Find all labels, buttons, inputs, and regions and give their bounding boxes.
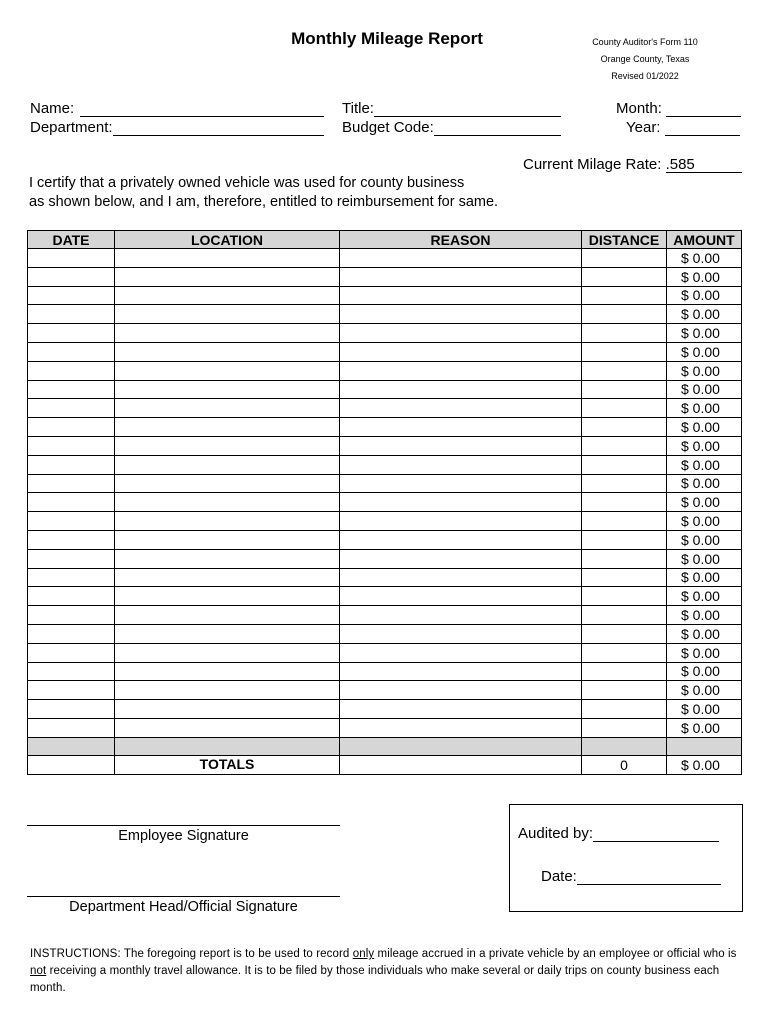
date-cell[interactable] [28,361,115,380]
amount-cell[interactable]: $ 0.00 [667,681,742,700]
title-label: Title: [342,100,374,117]
form-county: Orange County, Texas [600,54,690,64]
distance-cell[interactable] [582,436,667,455]
spacer-cell [582,737,667,755]
reason-cell[interactable] [340,587,582,606]
location-cell[interactable] [115,662,340,681]
employee-signature-line[interactable] [27,825,340,826]
instructions-emphasis-only: only [352,948,375,960]
totals-label: TOTALS [115,755,340,774]
date-cell[interactable] [28,587,115,606]
reason-cell[interactable] [340,474,582,493]
reason-cell[interactable] [340,436,582,455]
certification-text [29,174,498,212]
reason-cell[interactable] [340,399,582,418]
table-row [28,342,742,361]
distance-cell[interactable] [582,606,667,625]
employee-signature-label: Employee Signature [118,828,249,844]
date-cell[interactable] [28,718,115,737]
distance-cell[interactable] [582,568,667,587]
instructions-text [30,946,740,997]
reason-cell[interactable] [340,512,582,531]
amount-cell[interactable]: $ 0.00 [667,606,742,625]
date-cell[interactable] [28,606,115,625]
date-cell[interactable] [28,324,115,343]
reason-cell[interactable] [340,681,582,700]
date-cell[interactable] [28,512,115,531]
distance-cell[interactable] [582,399,667,418]
amount-cell[interactable]: $ 0.00 [667,700,742,719]
distance-cell[interactable] [582,700,667,719]
header-distance: DISTANCE [582,231,667,249]
year-line[interactable] [665,120,740,136]
table-row [28,286,742,305]
reason-cell[interactable] [340,493,582,512]
instructions-part: INSTRUCTIONS: The foregoing report is to be used to record [30,948,353,960]
title-field[interactable] [342,100,561,117]
table-row [28,568,742,587]
department-label: Department: [30,119,113,136]
date-cell[interactable] [28,418,115,437]
reason-cell[interactable] [340,418,582,437]
table-row [28,455,742,474]
table-row [28,399,742,418]
distance-cell[interactable] [582,286,667,305]
date-cell[interactable] [28,455,115,474]
amount-cell[interactable]: $ 0.00 [667,643,742,662]
date-cell[interactable] [28,493,115,512]
location-cell[interactable] [115,324,340,343]
table-row [28,512,742,531]
mileage-rate-label: Current Milage Rate: [523,156,662,173]
amount-cell[interactable]: $ 0.00 [667,587,742,606]
distance-cell[interactable] [582,305,667,324]
amount-cell[interactable]: $ 0.00 [667,286,742,305]
table-row [28,380,742,399]
reason-cell[interactable] [340,530,582,549]
amount-cell[interactable]: $ 0.00 [667,399,742,418]
amount-cell[interactable]: $ 0.00 [667,662,742,681]
year-field[interactable] [626,119,740,136]
department-head-signature-line[interactable] [27,896,340,897]
table-row [28,587,742,606]
table-row [28,436,742,455]
distance-cell[interactable] [582,643,667,662]
reason-cell[interactable] [340,718,582,737]
table-row [28,361,742,380]
table-row [28,606,742,625]
mileage-table [27,230,742,775]
form-info [560,34,730,85]
location-cell[interactable] [115,436,340,455]
location-cell[interactable] [115,568,340,587]
amount-cell[interactable]: $ 0.00 [667,568,742,587]
table-header-row [28,231,742,249]
amount-cell[interactable]: $ 0.00 [667,549,742,568]
location-cell[interactable] [115,606,340,625]
distance-cell[interactable] [582,662,667,681]
distance-cell[interactable] [582,249,667,268]
mileage-rate-value: .585 [665,156,695,173]
date-cell[interactable] [28,305,115,324]
amount-cell[interactable]: $ 0.00 [667,418,742,437]
form-revision: Revised 01/2022 [611,71,679,81]
month-field[interactable] [616,100,741,117]
location-cell[interactable] [115,549,340,568]
distance-cell[interactable] [582,493,667,512]
audit-date-label: Date: [541,868,577,885]
reason-cell[interactable] [340,380,582,399]
table-row [28,718,742,737]
amount-cell[interactable]: $ 0.00 [667,493,742,512]
location-cell[interactable] [115,643,340,662]
table-row [28,249,742,268]
month-line[interactable] [666,101,741,117]
mileage-rate-field[interactable] [523,156,742,173]
amount-cell[interactable]: $ 0.00 [667,342,742,361]
amount-cell[interactable]: $ 0.00 [667,380,742,399]
distance-cell[interactable] [582,587,667,606]
date-cell[interactable] [28,549,115,568]
amount-cell[interactable]: $ 0.00 [667,324,742,343]
totals-empty-cell [28,755,115,774]
amount-cell[interactable]: $ 0.00 [667,361,742,380]
date-cell[interactable] [28,530,115,549]
table-row [28,549,742,568]
location-cell[interactable] [115,474,340,493]
location-cell[interactable] [115,530,340,549]
department-field[interactable] [30,119,324,136]
date-cell[interactable] [28,249,115,268]
distance-cell[interactable] [582,455,667,474]
total-amount: $ 0.00 [667,755,742,774]
date-cell[interactable] [28,662,115,681]
reason-cell[interactable] [340,267,582,286]
instructions-part: receiving a monthly travel allowance. It is to be filed by those individuals who make several or daily trips on county business each month. [30,965,720,994]
date-cell[interactable] [28,568,115,587]
distance-cell[interactable] [582,718,667,737]
location-cell[interactable] [115,418,340,437]
table-row [28,474,742,493]
reason-cell[interactable] [340,249,582,268]
spacer-cell [340,737,582,755]
table-row [28,530,742,549]
distance-cell[interactable] [582,342,667,361]
amount-cell[interactable]: $ 0.00 [667,436,742,455]
header-reason: REASON [340,231,582,249]
location-cell[interactable] [115,342,340,361]
distance-cell[interactable] [582,380,667,399]
audit-box [509,804,743,912]
location-cell[interactable] [115,718,340,737]
location-cell[interactable] [115,305,340,324]
form-number: County Auditor's Form 110 [592,37,698,47]
table-row [28,662,742,681]
date-cell[interactable] [28,399,115,418]
reason-cell[interactable] [340,455,582,474]
location-cell[interactable] [115,361,340,380]
department-head-signature-label: Department Head/Official Signature [69,899,298,915]
location-cell[interactable] [115,399,340,418]
audit-date-field[interactable] [541,868,721,885]
reason-cell[interactable] [340,342,582,361]
amount-cell[interactable]: $ 0.00 [667,718,742,737]
audit-date-line[interactable] [577,869,721,885]
budget-code-field[interactable] [342,119,561,136]
date-cell[interactable] [28,681,115,700]
date-cell[interactable] [28,380,115,399]
distance-cell[interactable] [582,530,667,549]
spacer-cell [28,737,115,755]
reason-cell[interactable] [340,700,582,719]
table-spacer-row [28,737,742,755]
page-title: Monthly Mileage Report [291,29,483,48]
reason-cell[interactable] [340,606,582,625]
amount-cell[interactable]: $ 0.00 [667,624,742,643]
reason-cell[interactable] [340,324,582,343]
reason-cell[interactable] [340,549,582,568]
distance-cell[interactable] [582,549,667,568]
table-row [28,700,742,719]
distance-cell[interactable] [582,324,667,343]
distance-cell[interactable] [582,624,667,643]
date-cell[interactable] [28,643,115,662]
name-line[interactable] [80,101,324,117]
location-cell[interactable] [115,267,340,286]
reason-cell[interactable] [340,361,582,380]
department-line[interactable] [113,120,324,136]
instructions-part: mileage accrued in a private vehicle by an employee or official who is [374,948,737,960]
distance-cell[interactable] [582,361,667,380]
reason-cell[interactable] [340,568,582,587]
date-cell[interactable] [28,267,115,286]
table-row [28,267,742,286]
date-cell[interactable] [28,474,115,493]
distance-cell[interactable] [582,681,667,700]
distance-cell[interactable] [582,474,667,493]
table-row [28,493,742,512]
amount-cell[interactable]: $ 0.00 [667,474,742,493]
month-label: Month: [616,100,662,117]
date-cell[interactable] [28,286,115,305]
name-label: Name: [30,100,75,117]
spacer-cell [667,737,742,755]
table-row [28,418,742,437]
budget-code-line[interactable] [434,120,561,136]
header-amount: AMOUNT [667,231,742,249]
audited-by-label: Audited by: [518,825,594,842]
spacer-cell [115,737,340,755]
reason-cell[interactable] [340,624,582,643]
reason-cell[interactable] [340,305,582,324]
location-cell[interactable] [115,624,340,643]
distance-cell[interactable] [582,418,667,437]
instructions-emphasis-not: not [30,965,47,977]
amount-cell[interactable]: $ 0.00 [667,305,742,324]
distance-cell[interactable] [582,267,667,286]
table-row [28,324,742,343]
location-cell[interactable] [115,493,340,512]
totals-reason-cell [340,755,582,774]
total-distance: 0 [582,755,667,774]
name-field[interactable] [30,100,324,117]
location-cell[interactable] [115,249,340,268]
amount-cell[interactable]: $ 0.00 [667,455,742,474]
amount-cell[interactable]: $ 0.00 [667,267,742,286]
budget-code-label: Budget Code: [342,119,434,136]
date-cell[interactable] [28,342,115,361]
distance-cell[interactable] [582,512,667,531]
totals-row [28,755,742,774]
audited-by-field[interactable] [518,825,719,842]
amount-cell[interactable]: $ 0.00 [667,530,742,549]
table-row [28,681,742,700]
location-cell[interactable] [115,512,340,531]
date-cell[interactable] [28,436,115,455]
table-row [28,624,742,643]
location-cell[interactable] [115,681,340,700]
certification-line: as shown below, and I am, therefore, entitled to reimbursement for same. [29,194,499,210]
date-cell[interactable] [28,624,115,643]
table-row [28,643,742,662]
location-cell[interactable] [115,700,340,719]
header-date: DATE [28,231,115,249]
audited-by-line[interactable] [593,826,719,842]
certification-line: I certify that a privately owned vehicle was used for county business [29,175,465,191]
reason-cell[interactable] [340,643,582,662]
reason-cell[interactable] [340,662,582,681]
location-cell[interactable] [115,587,340,606]
mileage-rate-line[interactable] [666,156,742,173]
year-label: Year: [626,119,661,136]
header-location: LOCATION [115,231,340,249]
location-cell[interactable] [115,286,340,305]
table-row [28,305,742,324]
reason-cell[interactable] [340,286,582,305]
title-line[interactable] [374,101,561,117]
location-cell[interactable] [115,455,340,474]
amount-cell[interactable]: $ 0.00 [667,512,742,531]
amount-cell[interactable]: $ 0.00 [667,249,742,268]
location-cell[interactable] [115,380,340,399]
date-cell[interactable] [28,700,115,719]
